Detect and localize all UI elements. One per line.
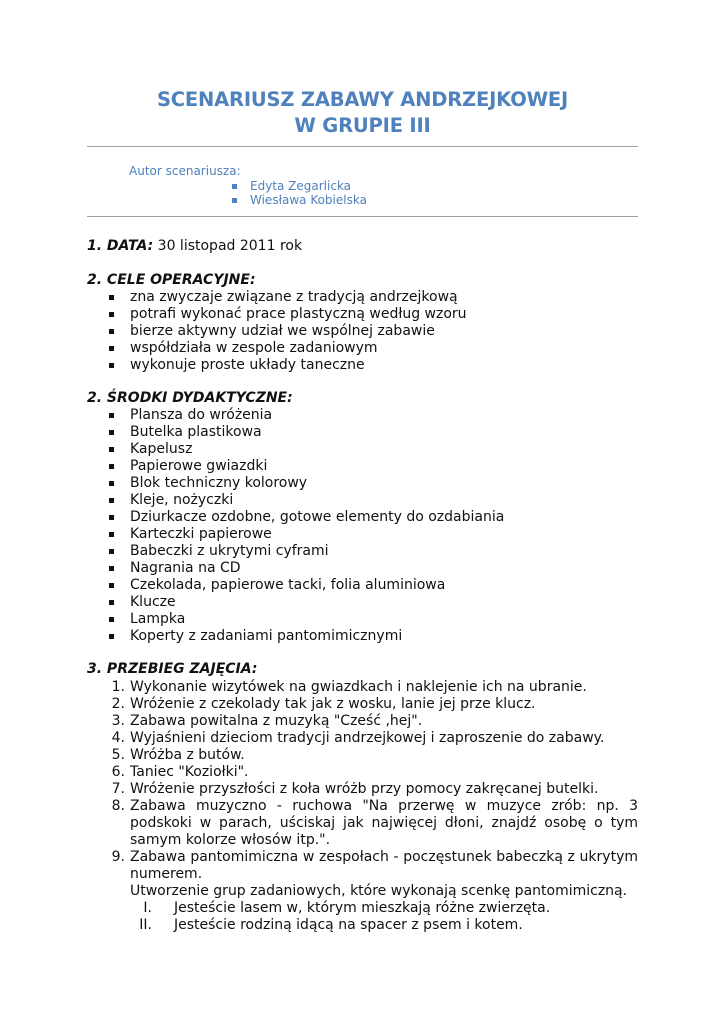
document-title-line-1: SCENARIUSZ ZABAWY ANDRZEJKOWEJ <box>156 88 569 111</box>
bullet-icon <box>109 295 114 300</box>
material-item: Lampka <box>130 611 186 627</box>
date-heading-label: 1. DATA: <box>87 238 154 254</box>
document-title-line-2: W GRUPIE III <box>294 114 431 137</box>
bullet-icon <box>109 600 114 605</box>
step-number: 9. <box>111 849 125 865</box>
top-divider <box>87 146 638 147</box>
substep-number: I. <box>143 900 152 916</box>
material-item: Plansza do wróżenia <box>130 407 273 423</box>
date-heading <box>87 238 302 255</box>
bullet-icon <box>109 413 114 418</box>
goal-item: współdziała w zespole zadaniowym <box>130 340 378 356</box>
step-number: 4. <box>111 730 125 746</box>
bullet-icon <box>109 363 114 368</box>
author-name: Edyta Zegarlicka <box>250 179 352 193</box>
goal-item: potrafi wykonać prace plastyczną według wzoru <box>130 306 467 322</box>
step-number: 8. <box>111 798 125 814</box>
substep-text: Jesteście lasem w, którym mieszkają różne zwierzęta. <box>174 900 551 916</box>
date-value: 30 listopad 2011 rok <box>153 238 303 254</box>
step-number: 6. <box>111 764 125 780</box>
step-text: Zabawa muzyczno - ruchowa "Na przerwę w muzyce zrób: np. 3 podskoki w parach, uściskaj jak najwięcej dłoni, znajdź osobę o tym samym kolorze włosów itp.". <box>130 798 638 848</box>
material-item: Nagrania na CD <box>130 560 241 576</box>
step-number: 2. <box>111 696 125 712</box>
substep-number: II. <box>139 917 152 933</box>
bullet-icon <box>109 498 114 503</box>
bullet-icon <box>109 566 114 571</box>
step-number: 3. <box>111 713 125 729</box>
bullet-icon <box>109 464 114 469</box>
bullet-icon <box>109 515 114 520</box>
author-name: Wiesława Kobielska <box>250 193 367 207</box>
material-item: Klucze <box>130 594 176 610</box>
author-bullet-icon <box>232 198 237 203</box>
author-label: Autor scenariusza: <box>129 164 241 178</box>
bullet-icon <box>109 430 114 435</box>
bullet-icon <box>109 617 114 622</box>
goal-item: wykonuje proste układy taneczne <box>130 357 365 373</box>
step-number: 7. <box>111 781 125 797</box>
materials-heading: 2. ŚRODKI DYDAKTYCZNE: <box>87 390 293 406</box>
course-extra-text: Utworzenie grup zadaniowych, które wykonają scenkę pantomimiczną. <box>130 883 628 899</box>
bottom-divider <box>87 216 638 217</box>
course-heading: 3. PRZEBIEG ZAJĘCIA: <box>87 661 258 677</box>
bullet-icon <box>109 447 114 452</box>
goal-item: zna zwyczaje związane z tradycją andrzejkową <box>130 289 458 305</box>
substep-text: Jesteście rodziną idącą na spacer z psem i kotem. <box>174 917 523 933</box>
bullet-icon <box>109 634 114 639</box>
bullet-icon <box>109 346 114 351</box>
bullet-icon <box>109 583 114 588</box>
author-bullet-icon <box>232 184 237 189</box>
bullet-icon <box>109 549 114 554</box>
material-item: Papierowe gwiazdki <box>130 458 268 474</box>
material-item: Dziurkacze ozdobne, gotowe elementy do ozdabiania <box>130 509 505 525</box>
bullet-icon <box>109 312 114 317</box>
material-item: Butelka plastikowa <box>130 424 262 440</box>
step-text: Wróżba z butów. <box>130 747 245 763</box>
material-item: Kleje, nożyczki <box>130 492 234 508</box>
step-number: 1. <box>111 679 125 695</box>
step-text: Wyjaśnieni dzieciom tradycji andrzejkowej i zaproszenie do zabawy. <box>130 730 605 746</box>
step-text: Wróżenie z czekolady tak jak z wosku, lanie jej prze klucz. <box>130 696 536 712</box>
goal-item: bierze aktywny udział we wspólnej zabawie <box>130 323 435 339</box>
step-text: Wróżenie przyszłości z koła wróżb przy pomocy zakręcanej butelki. <box>130 781 599 797</box>
bullet-icon <box>109 532 114 537</box>
step-number: 5. <box>111 747 125 763</box>
step-text: Zabawa powitalna z muzyką "Cześć ,hej". <box>130 713 423 729</box>
step-text: Zabawa pantomimiczna w zespołach - poczęstunek babeczką z ukrytym numerem. <box>130 849 638 882</box>
material-item: Blok techniczny kolorowy <box>130 475 308 491</box>
material-item: Czekolada, papierowe tacki, folia aluminiowa <box>130 577 446 593</box>
bullet-icon <box>109 481 114 486</box>
bullet-icon <box>109 329 114 334</box>
material-item: Kapelusz <box>130 441 193 457</box>
material-item: Koperty z zadaniami pantomimicznymi <box>130 628 403 644</box>
step-text: Wykonanie wizytówek na gwiazdkach i naklejenie ich na ubranie. <box>130 679 587 695</box>
material-item: Karteczki papierowe <box>130 526 272 542</box>
step-text: Taniec "Koziołki". <box>130 764 249 780</box>
material-item: Babeczki z ukrytymi cyframi <box>130 543 329 559</box>
goals-heading: 2. CELE OPERACYJNE: <box>87 272 256 288</box>
